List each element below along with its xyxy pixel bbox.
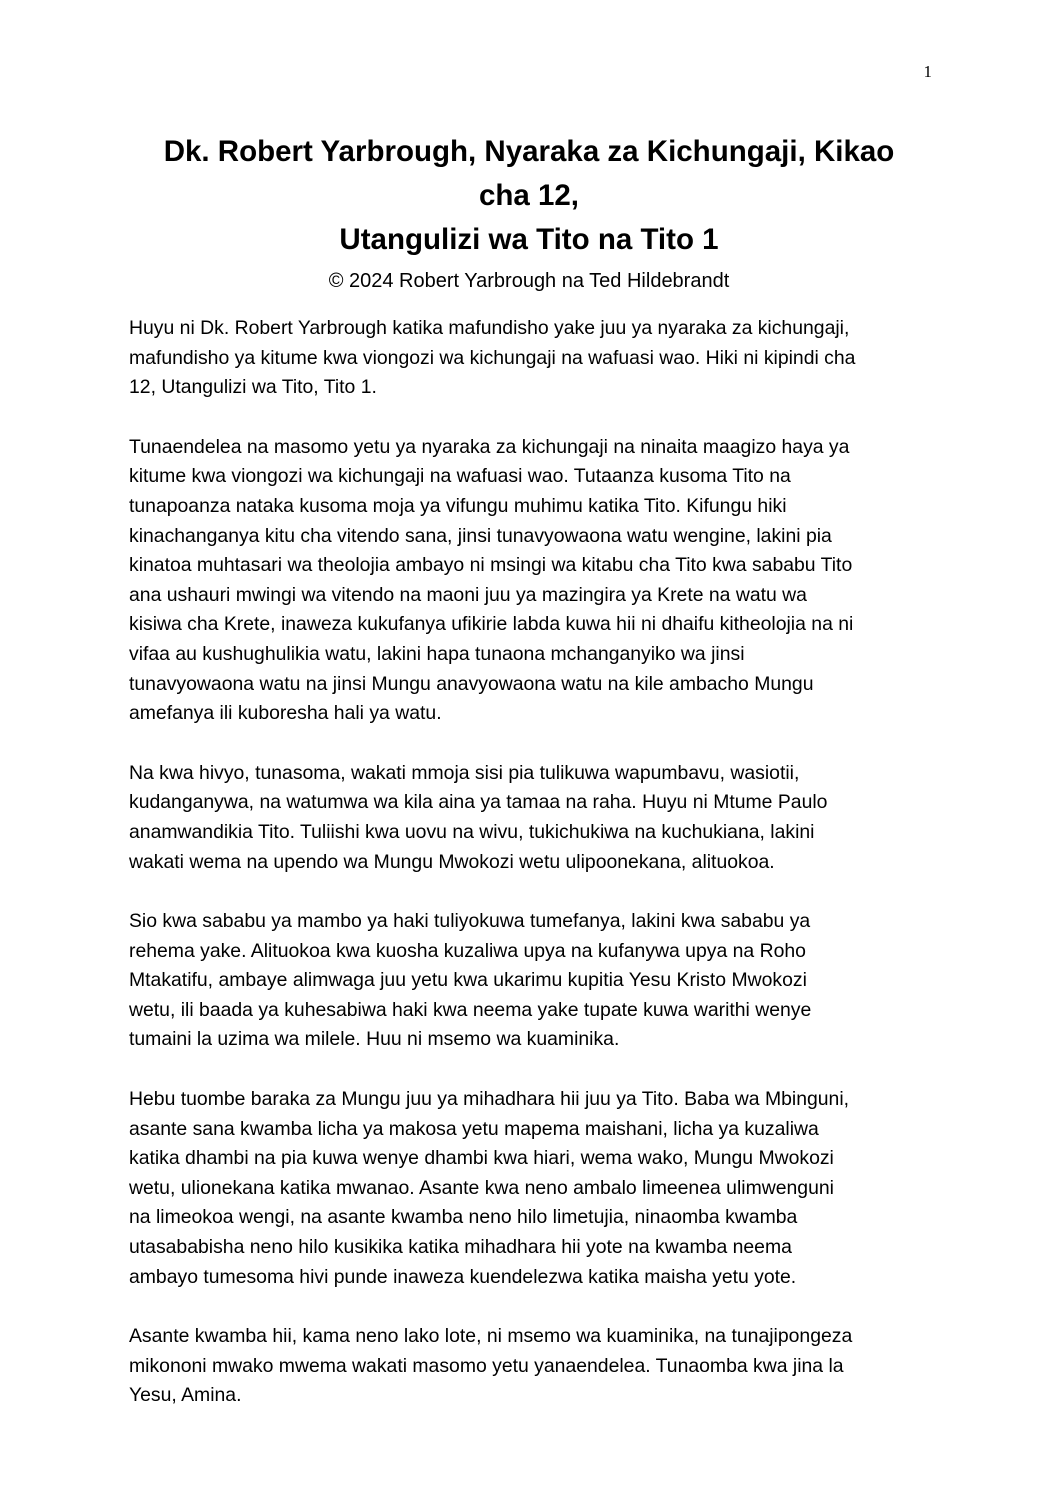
body-paragraph (129, 907, 944, 1055)
paragraph-line: kudanganywa, na watumwa wa kila aina ya tamaa na raha. Huyu ni Mtume Paulo (129, 791, 828, 814)
body-paragraph (129, 314, 944, 403)
paragraph-line: Tunaendelea na masomo yetu ya nyaraka za kichungaji na ninaita maagizo haya ya (129, 435, 850, 458)
paragraph-line: kisiwa cha Krete, inaweza kukufanya ufikirie labda kuwa hii ni dhaifu kitheolojia na ni (129, 613, 854, 636)
title-line-3: Utangulizi wa Tito na Tito 1 (339, 223, 719, 256)
paragraph-line: asante sana kwamba licha ya makosa yetu mapema maishani, licha ya kuzaliwa (129, 1117, 819, 1140)
body-paragraph (129, 433, 944, 729)
paragraph-line: Sio kwa sababu ya mambo ya haki tuliyokuwa tumefanya, lakini kwa sababu ya (129, 910, 811, 933)
paragraph-line: mafundisho ya kitume kwa viongozi wa kichungaji na wafuasi wao. Hiki ni kipindi cha (129, 346, 856, 369)
document-body (129, 314, 944, 1441)
paragraph-line: anamwandikia Tito. Tuliishi kwa uovu na wivu, tukichukiwa na kuchukiana, lakini (129, 820, 815, 843)
copyright-notice: © 2024 Robert Yarbrough na Ted Hildebrandt (328, 270, 730, 292)
paragraph-line: mikononi mwako mwema wakati masomo yetu yanaendelea. Tunaomba kwa jina la (129, 1354, 844, 1377)
body-paragraph (129, 1322, 944, 1411)
paragraph-line: 12, Utangulizi wa Tito, Tito 1. (129, 376, 377, 399)
paragraph-line: Mtakatifu, ambaye alimwaga juu yetu kwa ukarimu kupitia Yesu Kristo Mwokozi (129, 969, 807, 992)
paragraph-line: tunapoanza nataka kusoma moja ya vifungu muhimu katika Tito. Kifungu hiki (129, 494, 787, 517)
paragraph-line: Hebu tuombe baraka za Mungu juu ya mihadhara hii juu ya Tito. Baba wa Mbinguni, (129, 1088, 850, 1111)
paragraph-line: kitume kwa viongozi wa kichungaji na wafuasi wao. Tutaanza kusoma Tito na (129, 465, 791, 488)
paragraph-line: Huyu ni Dk. Robert Yarbrough katika mafundisho yake juu ya nyaraka za kichungaji, (129, 317, 850, 339)
paragraph-line: tumaini la uzima wa milele. Huu ni msemo wa kuaminika. (129, 1028, 620, 1051)
paragraph-line: Asante kwamba hii, kama neno lako lote, ni msemo wa kuaminika, na tunajipongeza (129, 1325, 853, 1348)
paragraph-line: ambayo tumesoma hivi punde inaweza kuendelezwa katika maisha yetu yote. (129, 1265, 797, 1288)
paragraph-line: ana ushauri mwingi wa vitendo na maoni juu ya mazingira ya Krete na watu wa (129, 583, 807, 606)
paragraph-line: amefanya ili kuboresha hali ya watu. (129, 702, 442, 725)
paragraph-line: kinachanganya kitu cha vitendo sana, jinsi tunavyowaona watu wengine, lakini pia (129, 524, 832, 547)
title-line-2: cha 12, (478, 179, 580, 212)
document-title (120, 130, 938, 262)
paragraph-line: rehema yake. Alituokoa kwa kuosha kuzaliwa upya na kufanywa upya na Roho (129, 939, 806, 962)
paragraph-line: katika dhambi na pia kuwa wenye dhambi kwa hiari, wema wako, Mungu Mwokozi (129, 1147, 834, 1170)
title-line-1: Dk. Robert Yarbrough, Nyaraka za Kichungaji, Kikao (163, 135, 895, 168)
page-number: 1 (923, 62, 932, 81)
paragraph-line: tunavyowaona watu na jinsi Mungu anavyowaona watu na kile ambacho Mungu (129, 672, 814, 695)
paragraph-line: wetu, ulionekana katika mwanao. Asante kwa neno ambalo limeenea ulimwenguni (129, 1176, 834, 1199)
paragraph-line: vifaa au kushughulikia watu, lakini hapa tunaona mchanganyiko wa jinsi (129, 642, 745, 665)
paragraph-line: kinatoa muhtasari wa theolojia ambayo ni msingi wa kitabu cha Tito kwa sababu Tito (129, 554, 853, 577)
body-paragraph (129, 1085, 944, 1292)
title-block (120, 130, 938, 296)
paragraph-line: wakati wema na upendo wa Mungu Mwokozi wetu ulipoonekana, alituokoa. (129, 850, 775, 873)
paragraph-line: utasababisha neno hilo kusikika katika mihadhara hii yote na kwamba neema (129, 1236, 792, 1259)
paragraph-line: wetu, ili baada ya kuhesabiwa haki kwa neema yake tupate kuwa warithi wenye (129, 998, 812, 1021)
paragraph-line: Na kwa hivyo, tunasoma, wakati mmoja sisi pia tulikuwa wapumbavu, wasiotii, (129, 761, 800, 784)
paragraph-line: na limeokoa wengi, na asante kwamba neno hilo limetujia, ninaomba kwamba (129, 1206, 798, 1229)
paragraph-line: Yesu, Amina. (129, 1384, 242, 1407)
body-paragraph (129, 759, 944, 877)
